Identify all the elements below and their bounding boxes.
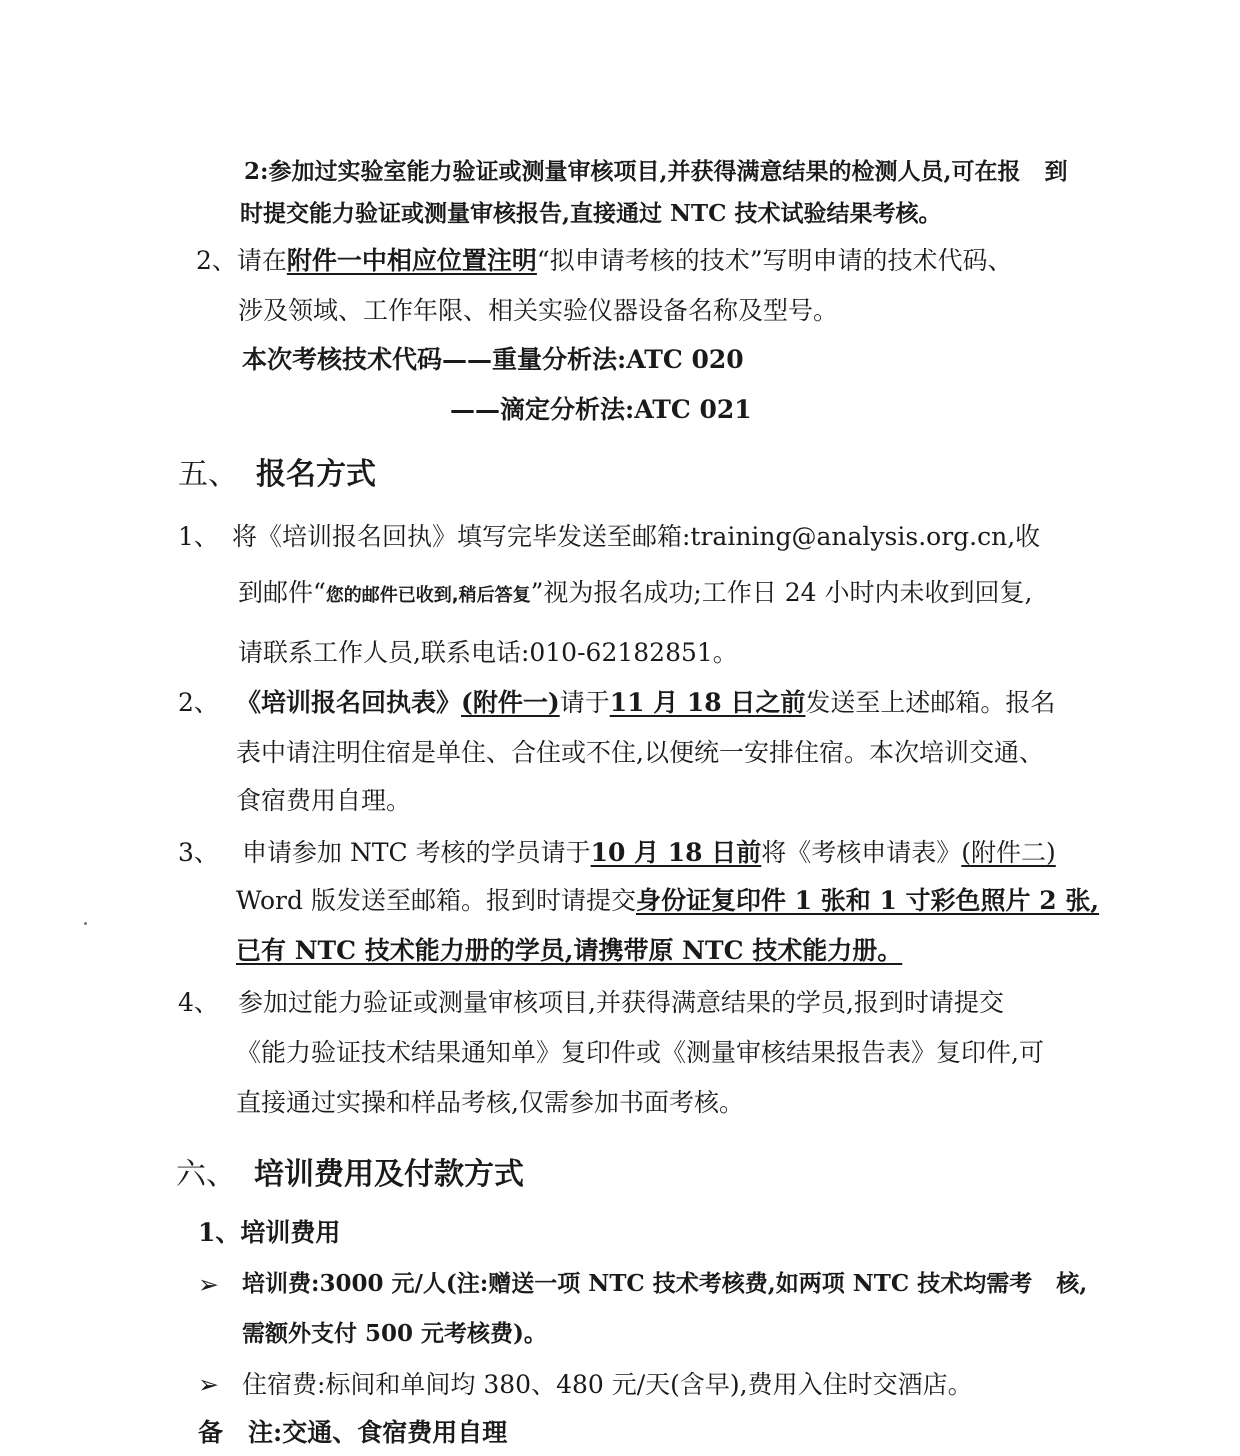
s5-item-2-number: 2、 xyxy=(178,688,219,717)
section-6-heading: 六、 培训费用及付款方式 xyxy=(176,1157,524,1192)
s5-item-3-number: 3、 xyxy=(178,838,219,867)
s6-lodging-line: 住宿费:标间和单间均 380、480 元/天(含早),费用入住时交酒店。 xyxy=(242,1370,973,1399)
s5-item-1-line1: 将《培训报名回执》填写完毕发送至邮箱:training@analysis.org.cn,收 xyxy=(232,522,1041,551)
tech-code-titration: ——滴定分析法:ATC 021 xyxy=(450,395,752,424)
attachment-2-label: (附件二) xyxy=(961,838,1056,867)
s5-item-2-line3: 食宿费用自理。 xyxy=(236,786,412,815)
tech-code-gravimetric: 本次考核技术代码——重量分析法:ATC 020 xyxy=(242,345,744,374)
s6-training-fee-heading: 1、培训费用 xyxy=(198,1218,341,1247)
arrow-bullet-icon: ➢ xyxy=(198,1370,219,1399)
s5-item-3-line2: Word 版发送至邮箱。报到时请提交身份证复印件 1 张和 1 寸彩色照片 2 张, xyxy=(236,886,1100,915)
note-item-2-line2: 涉及领域、工作年限、相关实验仪器设备名称及型号。 xyxy=(238,296,839,325)
scan-speck xyxy=(84,922,87,925)
s6-fee-line2: 需额外支付 500 元考核费)。 xyxy=(242,1320,547,1347)
s5-item-4-line2: 《能力验证技术结果通知单》复印件或《测量审核结果报告表》复印件,可 xyxy=(236,1038,1044,1067)
s5-item-2-line2: 表中请注明住宿是单住、合住或不住,以便统一安排住宿。本次培训交通、 xyxy=(236,738,1044,767)
s5-item-4-line3: 直接通过实操和样品考核,仅需参加书面考核。 xyxy=(236,1088,744,1117)
attachment-1-reference: 附件一中相应位置注明 xyxy=(286,246,537,275)
s5-item-1-line2: 到邮件“您的邮件已收到,稍后答复”视为报名成功;工作日 24 小时内未收到回复, xyxy=(238,578,1033,607)
remark-line: 备 注:交通、食宿费用自理 xyxy=(198,1418,508,1447)
section-5-heading: 五、 报名方式 xyxy=(178,457,376,492)
s5-item-3-line1: 申请参加 NTC 考核的学员请于10 月 18 日前将《考核申请表》(附件二) xyxy=(242,838,1056,867)
note-item-2-line1: 2、请在附件一中相应位置注明“拟申请考核的技术”写明申请的技术代码、 xyxy=(196,246,1013,275)
auto-reply-quote: 您的邮件已收到,稍后答复 xyxy=(325,585,531,606)
cert-item-2-line1: 2:参加过实验室能力验证或测量审核项目,并获得满意结果的检测人员,可在报 到 xyxy=(244,158,1068,185)
s5-item-3-line3: 已有 NTC 技术能力册的学员,请携带原 NTC 技术能力册。 xyxy=(236,936,903,965)
deadline-oct-18: 10 月 18 日前 xyxy=(590,838,762,867)
s5-item-1-number: 1、 xyxy=(178,522,219,551)
s5-item-4-line1: 参加过能力验证或测量审核项目,并获得满意结果的学员,报到时请提交 xyxy=(238,988,1004,1017)
s6-fee-line1: 培训费:3000 元/人(注:赠送一项 NTC 技术考核费,如两项 NTC 技术均需考 核, xyxy=(242,1270,1088,1297)
s5-item-2-line1: 《培训报名回执表》(附件一)请于11 月 18 日之前发送至上述邮箱。报名 xyxy=(236,688,1056,717)
required-documents: 身份证复印件 1 张和 1 寸彩色照片 2 张, xyxy=(635,886,1100,915)
cert-item-2-line2: 时提交能力验证或测量审核报告,直接通过 NTC 技术试验结果考核。 xyxy=(240,200,942,227)
deadline-nov-18: 11 月 18 日之前 xyxy=(609,688,806,717)
arrow-bullet-icon: ➢ xyxy=(198,1270,219,1299)
attachment-1-label: (附件一) xyxy=(461,688,560,717)
s5-item-4-number: 4、 xyxy=(178,988,219,1017)
s5-item-1-line3: 请联系工作人员,联系电话:010-62182851。 xyxy=(238,638,738,667)
